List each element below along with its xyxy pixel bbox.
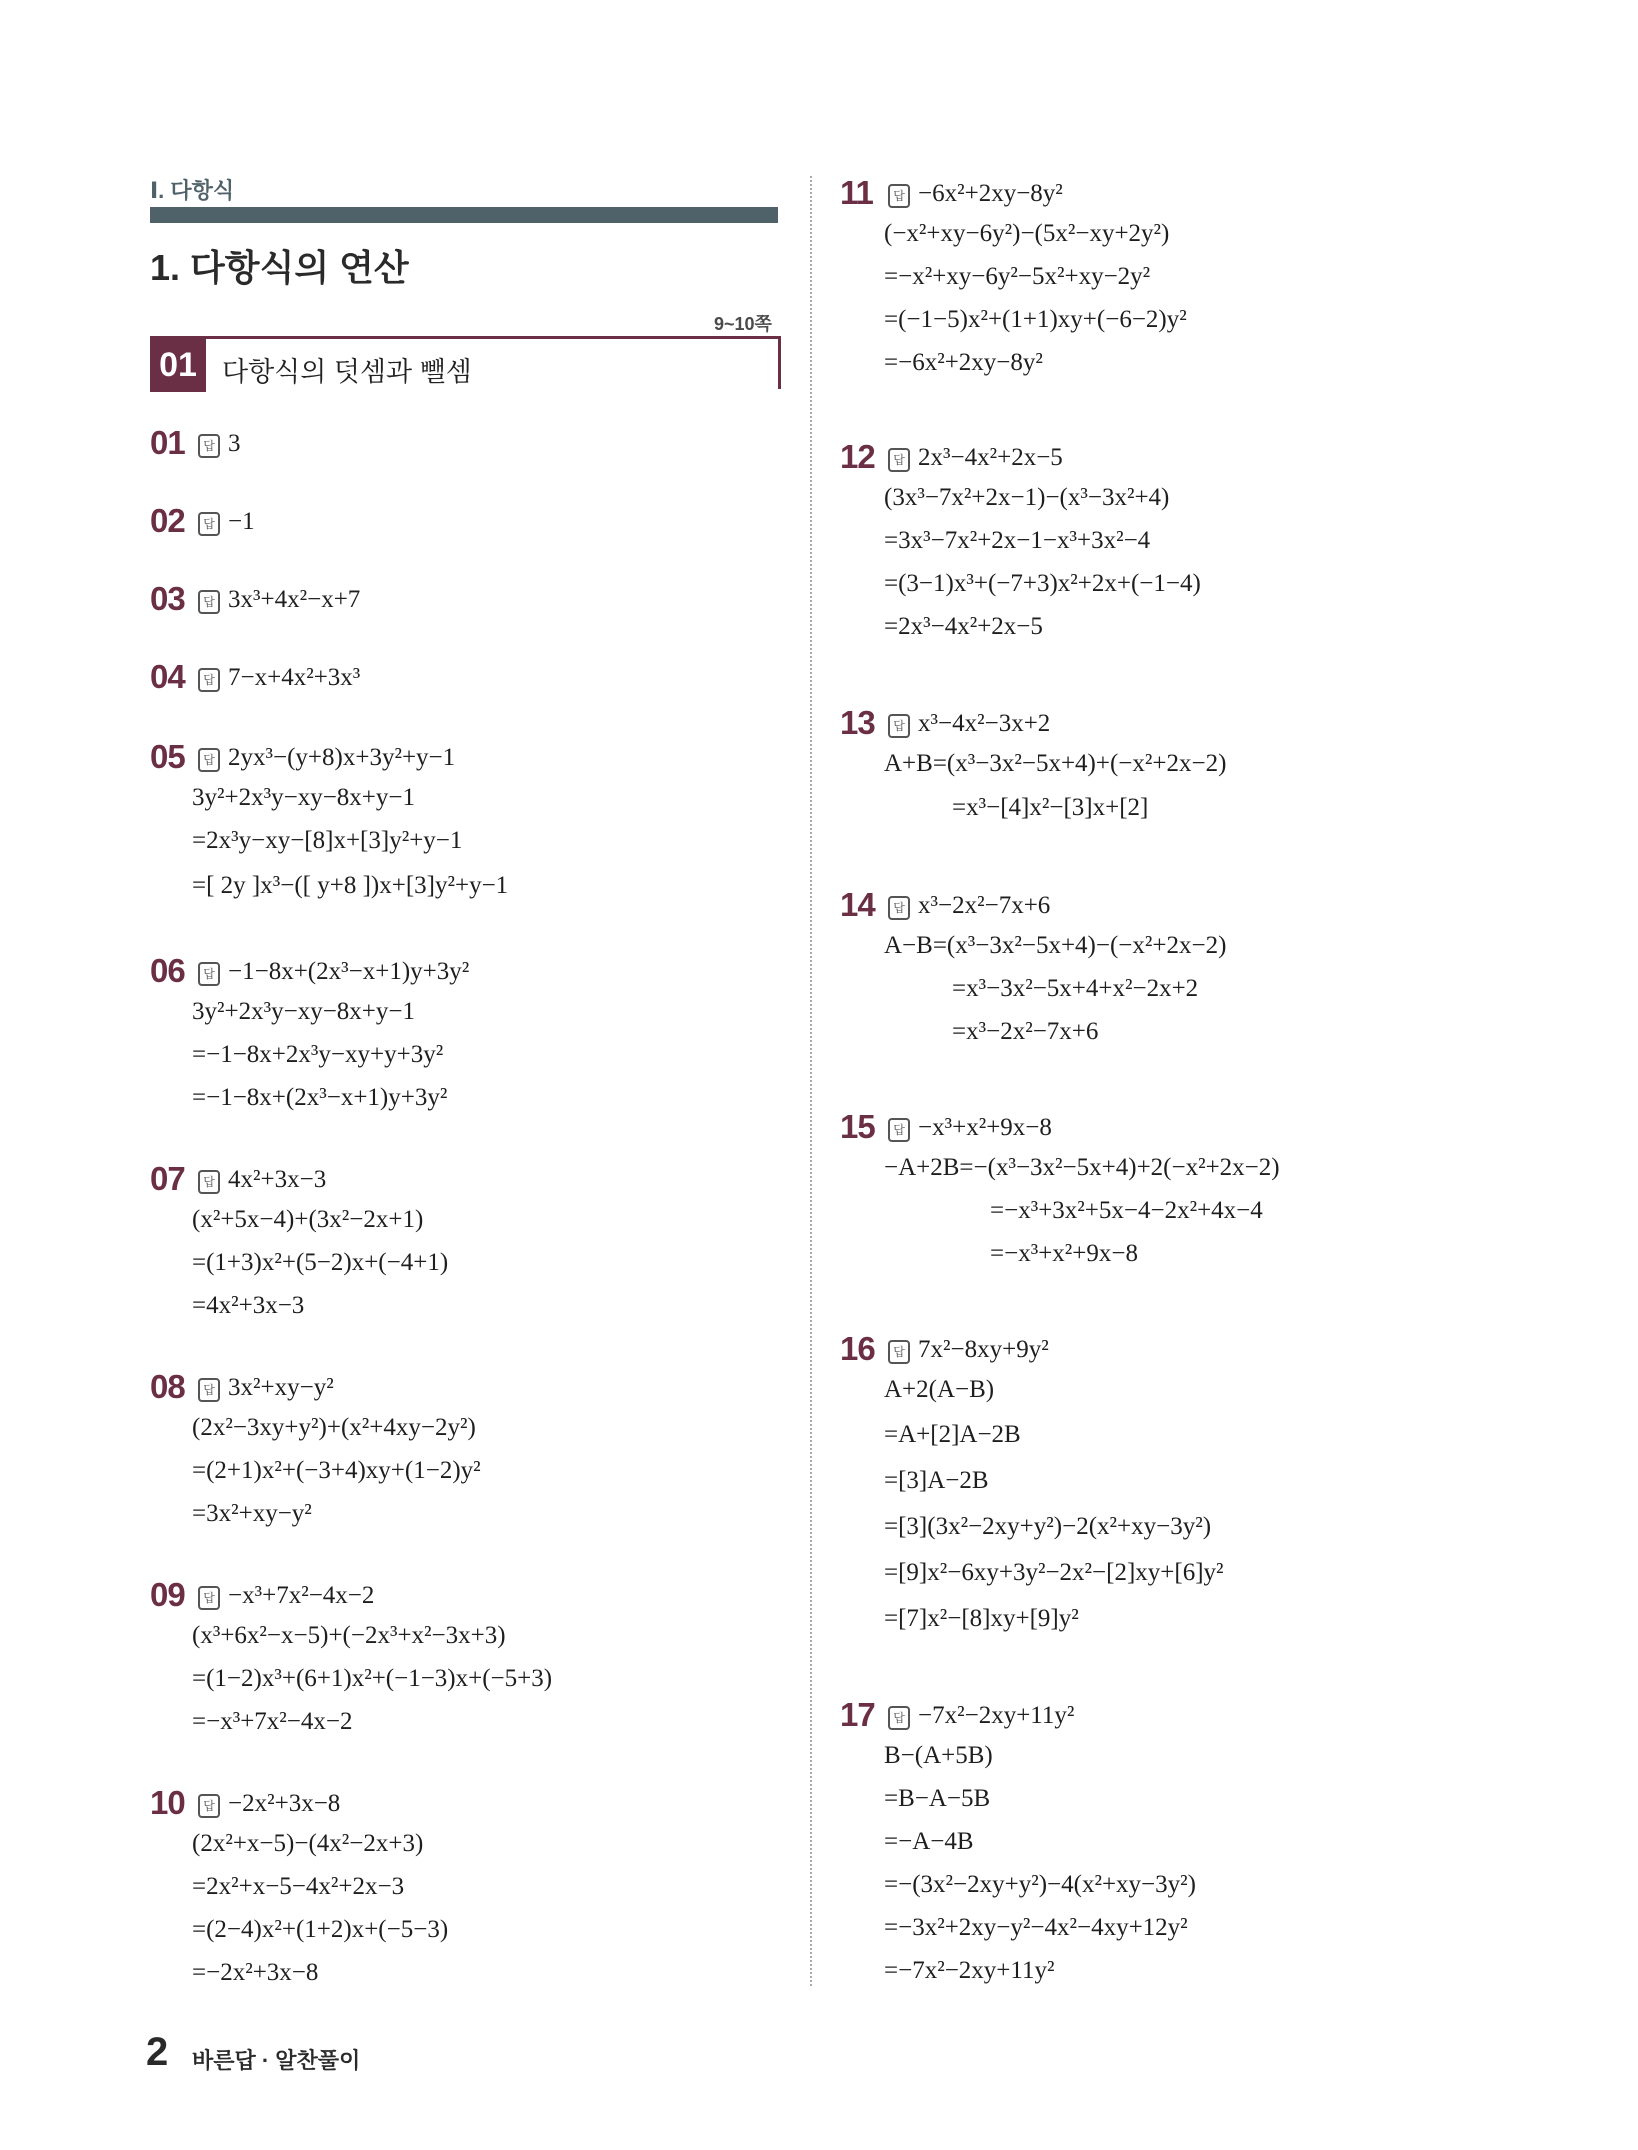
answer-icon: 답: [888, 714, 910, 738]
problem-number: 13: [840, 704, 875, 741]
answer-line: [198, 744, 455, 772]
unit-header-bar: [150, 207, 778, 223]
answer-line: [198, 508, 255, 536]
section-number: 01: [150, 339, 206, 392]
answer-icon: 답: [198, 590, 220, 614]
answer-text: 7x²−8xy+9y²: [918, 1336, 1049, 1363]
answer-line: [198, 430, 241, 458]
solution-step: =2x²+x−5−4x²+2x−3: [192, 1873, 405, 1900]
problem-number: 01: [150, 424, 185, 461]
solution-step: =x³−3x²−5x+4+x²−2x+2: [952, 975, 1199, 1002]
problem-number: 04: [150, 658, 185, 695]
answer-text: 3x²+xy−y²: [228, 1374, 334, 1401]
solution-step: =−1−8x+(2x³−x+1)y+3y²: [192, 1084, 448, 1111]
chapter-title: 1. 다항식의 연산: [150, 247, 409, 288]
solution-step: (−x²+xy−6y²)−(5x²−xy+2y²): [884, 220, 1170, 247]
answer-line: [198, 1374, 334, 1402]
solution-step: =[7]x²−[8]xy+[9]y²: [884, 1605, 1079, 1632]
solution-step: =−x³+3x²+5x−4−2x²+4x−4: [990, 1197, 1263, 1224]
answer-icon: 답: [198, 962, 220, 986]
answer-icon: 답: [888, 448, 910, 472]
answer-text: −6x²+2xy−8y²: [918, 180, 1063, 207]
answer-text: −x³+x²+9x−8: [918, 1114, 1052, 1141]
answer-text: x³−4x²−3x+2: [918, 710, 1051, 737]
solution-step: A+B=(x³−3x²−5x+4)+(−x²+2x−2): [884, 750, 1227, 777]
problem-number: 07: [150, 1160, 185, 1197]
answer-icon: 답: [888, 184, 910, 208]
answer-line: [198, 586, 360, 614]
page-range: 9~10쪽: [714, 314, 772, 334]
solution-step: (2x²+x−5)−(4x²−2x+3): [192, 1830, 424, 1857]
solution-step: =[ 2y ]x³−([ y+8 ])x+[3]y²+y−1: [192, 872, 509, 899]
section-header: [150, 336, 781, 389]
solution-step: =−x²+xy−6y²−5x²+xy−2y²: [884, 263, 1151, 290]
solution-step: =[3](3x²−2xy+y²)−2(x²+xy−3y²): [884, 1513, 1212, 1540]
problem-number: 08: [150, 1368, 185, 1405]
answer-icon: 답: [198, 668, 220, 692]
problem-number: 15: [840, 1108, 875, 1145]
answer-line: [888, 1702, 1074, 1730]
answer-line: [888, 1336, 1049, 1364]
solution-step: =(−1−5)x²+(1+1)xy+(−6−2)y²: [884, 306, 1187, 333]
problem-number: 16: [840, 1330, 875, 1367]
section-title: 다항식의 덧셈과 뺄셈: [222, 357, 472, 387]
answer-line: [888, 180, 1063, 208]
answer-icon: 답: [888, 1706, 910, 1730]
solution-step: (2x²−3xy+y²)+(x²+4xy−2y²): [192, 1414, 476, 1441]
column-divider: [810, 176, 812, 1986]
answer-icon: 답: [198, 512, 220, 536]
problem-number: 17: [840, 1696, 875, 1733]
answer-line: [888, 444, 1063, 472]
solution-step: 3y²+2x³y−xy−8x+y−1: [192, 998, 415, 1025]
answer-icon: 답: [198, 1586, 220, 1610]
problem-number: 11: [840, 174, 873, 211]
answer-icon: 답: [888, 896, 910, 920]
answer-text: 3x³+4x²−x+7: [228, 586, 361, 613]
solution-step: =4x²+3x−3: [192, 1292, 305, 1319]
solution-step: =−A−4B: [884, 1828, 974, 1855]
answer-line: [888, 710, 1050, 738]
solution-step: =−6x²+2xy−8y²: [884, 349, 1043, 376]
answer-text: 3: [228, 430, 241, 457]
answer-text: −7x²−2xy+11y²: [918, 1702, 1075, 1729]
solution-step: (x²+5x−4)+(3x²−2x+1): [192, 1206, 424, 1233]
answer-icon: 답: [198, 748, 220, 772]
answer-text: 7−x+4x²+3x³: [228, 664, 361, 691]
solution-step: A−B=(x³−3x²−5x+4)−(−x²+2x−2): [884, 932, 1227, 959]
solution-step: −A+2B=−(x³−3x²−5x+4)+2(−x²+2x−2): [884, 1154, 1280, 1181]
solution-step: =(2+1)x²+(−3+4)xy+(1−2)y²: [192, 1457, 481, 1484]
solution-step: =3x³−7x²+2x−1−x³+3x²−4: [884, 527, 1151, 554]
answer-text: −x³+7x²−4x−2: [228, 1582, 375, 1609]
answer-line: [198, 1582, 374, 1610]
solution-step: =2x³−4x²+2x−5: [884, 613, 1043, 640]
answer-line: [198, 958, 469, 986]
problem-number: 03: [150, 580, 185, 617]
problem-number: 12: [840, 438, 875, 475]
answer-icon: 답: [198, 1378, 220, 1402]
solution-step: =−x³+x²+9x−8: [990, 1240, 1138, 1267]
solution-step: =−7x²−2xy+11y²: [884, 1957, 1055, 1984]
answer-line: [198, 1790, 340, 1818]
solution-step: B−(A+5B): [884, 1742, 993, 1769]
solution-step: =−3x²+2xy−y²−4x²−4xy+12y²: [884, 1914, 1188, 1941]
problem-number: 09: [150, 1576, 185, 1613]
answer-text: 2x³−4x²+2x−5: [918, 444, 1063, 471]
solution-step: =2x³y−xy−[8]x+[3]y²+y−1: [192, 827, 463, 854]
solution-step: =3x²+xy−y²: [192, 1500, 312, 1527]
answer-icon: 답: [198, 1794, 220, 1818]
answer-line: [198, 664, 360, 692]
solution-step: =B−A−5B: [884, 1785, 991, 1812]
problem-number: 06: [150, 952, 185, 989]
problem-number: 10: [150, 1784, 185, 1821]
answer-icon: 답: [198, 434, 220, 458]
unit-label: Ⅰ. 다항식: [150, 178, 235, 203]
solution-step: (3x³−7x²+2x−1)−(x³−3x²+4): [884, 484, 1170, 511]
solution-step: =(3−1)x³+(−7+3)x²+2x+(−1−4): [884, 570, 1201, 597]
solution-step: =−x³+7x²−4x−2: [192, 1708, 353, 1735]
solution-step: (x³+6x²−x−5)+(−2x³+x²−3x+3): [192, 1622, 506, 1649]
answer-icon: 답: [888, 1340, 910, 1364]
book-title: 바른답 · 알찬풀이: [192, 2048, 361, 2073]
answer-text: −1: [228, 508, 255, 535]
answer-text: 4x²+3x−3: [228, 1166, 327, 1193]
solution-step: =x³−[4]x²−[3]x+[2]: [952, 794, 1149, 821]
answer-text: x³−2x²−7x+6: [918, 892, 1051, 919]
solution-step: =[9]x²−6xy+3y²−2x²−[2]xy+[6]y²: [884, 1559, 1224, 1586]
answer-text: −2x²+3x−8: [228, 1790, 341, 1817]
solution-step: =−2x²+3x−8: [192, 1959, 319, 1986]
answer-text: −1−8x+(2x³−x+1)y+3y²: [228, 958, 470, 985]
solution-step: =−1−8x+2x³y−xy+y+3y²: [192, 1041, 444, 1068]
solution-step: =(1−2)x³+(6+1)x²+(−1−3)x+(−5+3): [192, 1665, 553, 1692]
problem-number: 02: [150, 502, 185, 539]
answer-line: [888, 892, 1050, 920]
solution-step: =(1+3)x²+(5−2)x+(−4+1): [192, 1249, 449, 1276]
answer-icon: 답: [888, 1118, 910, 1142]
solution-step: =−(3x²−2xy+y²)−4(x²+xy−3y²): [884, 1871, 1196, 1898]
answer-text: 2yx³−(y+8)x+3y²+y−1: [228, 744, 456, 771]
solution-step: =[3]A−2B: [884, 1467, 989, 1494]
answer-line: [888, 1114, 1052, 1142]
solution-step: A+2(A−B): [884, 1376, 995, 1403]
problem-number: 05: [150, 738, 185, 775]
solution-step: =A+[2]A−2B: [884, 1421, 1021, 1448]
solution-step: =x³−2x²−7x+6: [952, 1018, 1099, 1045]
answer-icon: 답: [198, 1170, 220, 1194]
problem-number: 14: [840, 886, 875, 923]
solution-step: =(2−4)x²+(1+2)x+(−5−3): [192, 1916, 449, 1943]
page-number: 2: [146, 2030, 169, 2074]
answer-line: [198, 1166, 326, 1194]
solution-step: 3y²+2x³y−xy−8x+y−1: [192, 784, 415, 811]
